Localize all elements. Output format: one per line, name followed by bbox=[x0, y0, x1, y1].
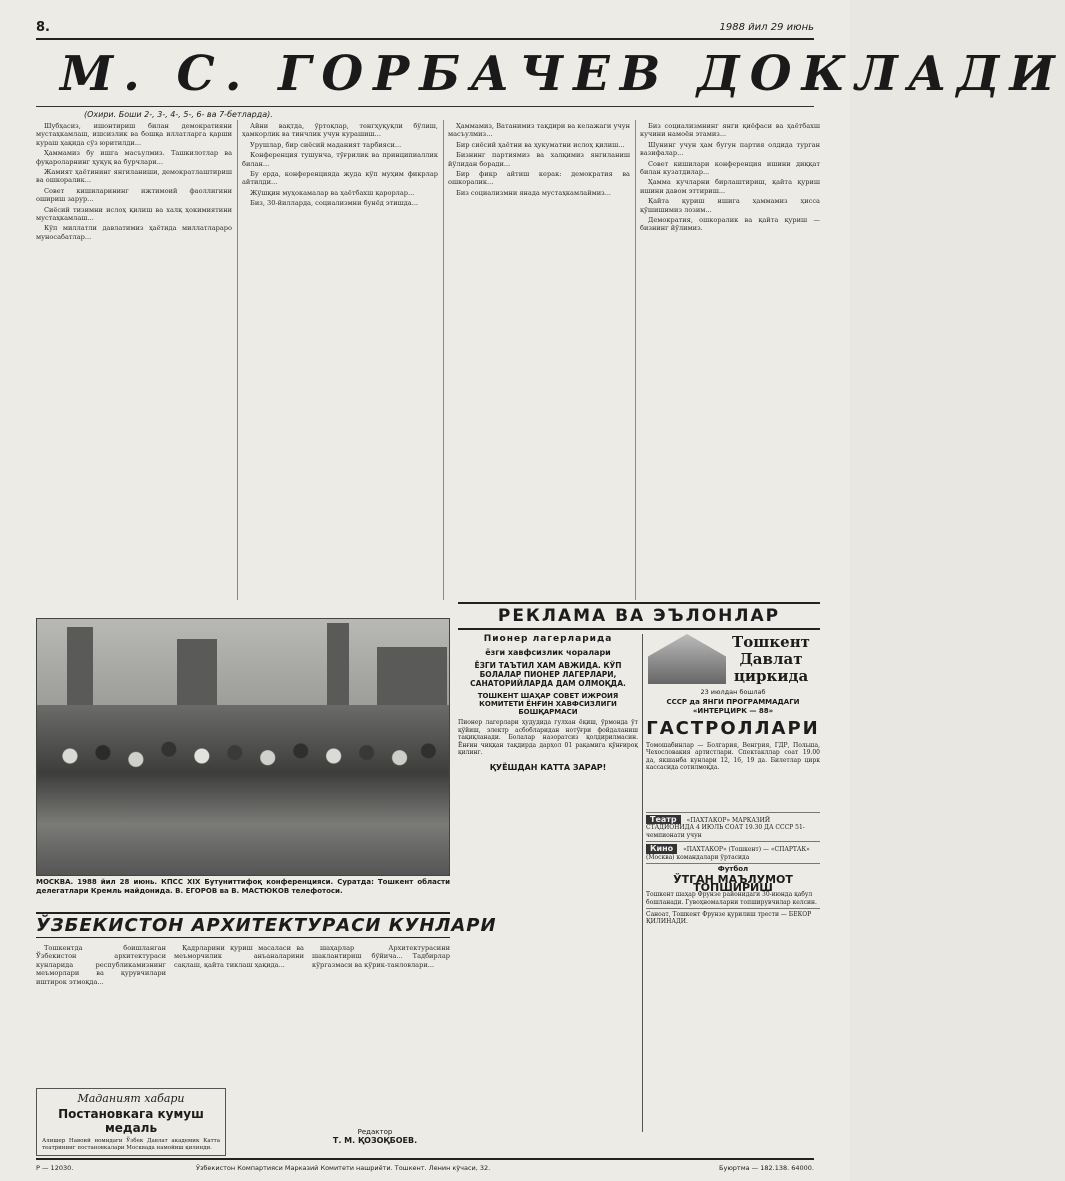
ad-subheading: ҚУЁШДАН КАТТА ЗАРАР! bbox=[489, 762, 607, 772]
paragraph: Қадрларини қуриш масаласи ва меъморчилик анъаналарини сақлаш, қайта тиклаш ҳақида... bbox=[174, 944, 304, 969]
article-column-3 bbox=[448, 122, 630, 600]
paragraph: Тошкентда боишланган Ўзбекистон архитектураси кунларида республикамизнинг меъморлари ва қурувчилари иштирок этмоқда... bbox=[36, 944, 166, 986]
column-divider bbox=[237, 120, 238, 600]
footer-code: Р — 12030. bbox=[36, 1164, 74, 1172]
theatre-label: Театр bbox=[646, 815, 681, 824]
paragraph: Биз социализмнинг янги қиёфаси ва ҳаётбахш кучини намоён этамиз... bbox=[640, 122, 820, 139]
paragraph: Жамият ҳаётининг янгиланиши, демократлаштириш ва ошкоралик... bbox=[36, 168, 232, 185]
paragraph: Ҳаммамиз, Ватанимиз тақдири ва келажаги учун масъулмиз... bbox=[448, 122, 630, 139]
listing-row bbox=[646, 841, 820, 861]
fire-safety-ad bbox=[458, 634, 638, 1134]
paragraph: Айни вақтда, ўртоқлар, тенгҳуқуқли бўлиш, ҳамкорлик ва тинчлик учун курашиш... bbox=[242, 122, 438, 139]
architecture-column-2 bbox=[174, 944, 304, 1084]
ads-header: РЕКЛАМА ВА ЭЪЛОНЛАР bbox=[458, 602, 820, 630]
page-number: 8. bbox=[36, 20, 50, 35]
listing-row bbox=[646, 863, 820, 906]
ad-body: Пионер лагерлари ҳудудида гулхан ёқиш, ўрмонда ўт қўйиш, электр асбобларидан нотўғри фойдаланиш тақиқланади. Болалар назоратсиз қолдирилмасин. Ёнғин чиққан тақдирда дарҳол 01 рақамига қўнғироқ қилинг. bbox=[458, 719, 638, 757]
delegates-photo bbox=[36, 618, 450, 876]
paragraph: Ҳаммамиз бу ишга масъулмиз. Ташкилотлар ва фуқароларнинг ҳуқуқ ва бурчлари... bbox=[36, 149, 232, 166]
listing-row bbox=[646, 812, 820, 839]
notice-heading: ЎТГАН МАЪЛУМОТ ТОПШИРИШ bbox=[673, 873, 793, 894]
circus-name: Тошкент Давлат циркида bbox=[732, 633, 810, 685]
architecture-section-title: ЎЗБЕКИСТОН АРХИТЕКТУРАСИ КУНЛАРИ bbox=[36, 912, 450, 938]
listings-column bbox=[646, 810, 820, 1132]
paragraph: шаҳарлар Архитектурасини шаклантириш бўйича... Тадбирлар кўргазмаси ва кўрик-танловлари... bbox=[312, 944, 450, 969]
circus-date: 23 июлдан бошлаб bbox=[700, 688, 766, 696]
paragraph: Демократия, ошкоралик ва қайта қуриш — бизнинг йўлимиз. bbox=[640, 216, 820, 233]
circus-program: СССР да ЯНГИ ПРОГРАММАДАГИ «ИНТЕРЦИРК — 88» bbox=[666, 698, 800, 715]
box-title: Постановкага кумуш медаль bbox=[58, 1107, 204, 1135]
paragraph: Кўп миллатли давлатимиз ҳаётида миллатлараро муносабатлар... bbox=[36, 224, 232, 241]
culture-news-box bbox=[36, 1088, 226, 1156]
column-divider bbox=[635, 120, 636, 600]
circus-tour-title: ГАСТРОЛЛАРИ bbox=[646, 718, 820, 739]
circus-details: Томошабинлар — Болгария, Венгрия, ГДР, Польша, Чехословакия артистлари. Спектакллар соат 19.00 да, якшанба кунлари 12, 16, 19 да. Билетлар цирк кассасида сотилмоқда. bbox=[646, 742, 820, 772]
main-headline: М. С. ГОРБАЧЕВ ДОКЛАДИ bbox=[60, 46, 1065, 102]
paragraph: Ҳамма кучларни бирлаштириш, қайта қуриш ишини давом эттириш... bbox=[640, 178, 820, 195]
delegates-crowd bbox=[37, 705, 449, 875]
article-column-4 bbox=[640, 122, 820, 600]
paragraph: Конференция тушунча, тўғрилик ва принципиаллик билан... bbox=[242, 151, 438, 168]
circus-ad bbox=[646, 634, 820, 806]
architecture-column-3 bbox=[312, 944, 450, 1124]
kremlin-building bbox=[377, 647, 447, 707]
architecture-column-1 bbox=[36, 944, 166, 1084]
paragraph: Бу ерда, конференцияда жуда кўп муҳим фикрлар айтилди... bbox=[242, 170, 438, 187]
photo-caption: МОСКВА. 1988 йил 28 июнь. КПСС ХIХ Бутуниттифоқ конференцияси. Суратда: Тошкент области делегатлари Кремль майдонида. В. ЕГОРОВ ва В. МАСТЮКОВ телефотоси. bbox=[36, 878, 450, 895]
footer-publisher: Ўзбекистон Компартияси Марказий Комитети нашриёти. Тошкент. Ленин кўчаси, 32. bbox=[196, 1164, 491, 1172]
article-column-1 bbox=[36, 122, 232, 600]
paragraph: Бир фикр айтиш керак: демократия ва ошкоралик... bbox=[448, 170, 630, 187]
cinema-label: Кино bbox=[646, 844, 677, 853]
editor-label: Редактор bbox=[357, 1128, 393, 1136]
ad-kicker: Пионер лагерларида bbox=[483, 634, 613, 644]
listing-text: «ПАХТАКОР» МАРКАЗИЙ СТАДИОНИДА 4 ИЮЛЬ СОАТ 19.30 ДА СССР 51-чемпионати учун bbox=[646, 817, 805, 839]
continuation-note: (Охири. Боши 2-, 3-, 4-, 5-, 6- ва 7-бетларда). bbox=[84, 110, 273, 119]
ad-issuer: ТОШКЕНТ ШАҲАР СОВЕТ ИЖРОИЯ КОМИТЕТИ ЁНҒИН ХАВФСИЗЛИГИ БОШҚАРМАСИ bbox=[477, 692, 619, 716]
ad-lead: ЁЗГИ ТАЪТИЛ ХАМ АВЖИДА. КЎП БОЛАЛАР ПИОНЕР ЛАГЕРЛАРИ, САНАТОРИЙЛАРДА ДАМ ОЛМОҚДА. bbox=[470, 661, 626, 688]
kremlin-building bbox=[177, 639, 217, 709]
box-kicker: Маданият хабари bbox=[77, 1092, 185, 1105]
paragraph: Сиёсий тизимни ислоҳ қилиш ва халқ ҳокимиятини мустаҳкамлаш... bbox=[36, 205, 232, 223]
top-rule bbox=[36, 38, 814, 40]
article-column-2 bbox=[242, 122, 438, 600]
football-heading: Футбол bbox=[717, 865, 749, 874]
paragraph: Совет кишилари конференция ишини диққат билан кузатдилар... bbox=[640, 159, 820, 177]
listing-text: Саноат, Тошкент Фрунзе қурилиш трести — БЕКОР ҚИЛИНАДИ. bbox=[646, 911, 812, 926]
page-footer bbox=[36, 1158, 814, 1176]
editor-name: Т. М. ҚОЗОҚБОЕВ. bbox=[332, 1136, 418, 1145]
box-text: Алишер Навоий номидаги Ўзбек Давлат академик Катта театрининг постановкалари Москвада намойиш қилинди. bbox=[42, 1138, 220, 1151]
paragraph: Қайта қуриш ишига ҳаммамиз ҳисса қўшишимиз лозим... bbox=[640, 197, 820, 214]
column-divider bbox=[443, 120, 444, 600]
paragraph: Жўшқин муҳокамалар ва ҳаётбахш қарорлар... bbox=[250, 188, 415, 197]
paragraph: Шубҳасиз, ишонтириш билан демократияни мустаҳкамлаш, ишсизлик ва бошқа иллатларга қарши кураш ҳақида сўз юритилди... bbox=[36, 122, 232, 147]
circus-tent-icon bbox=[648, 634, 726, 684]
footer-order: Буюртма — 182.138. 64000. bbox=[719, 1164, 814, 1172]
paragraph: Шунинг учун ҳам бугун партия олдида турган вазифалар... bbox=[640, 140, 820, 158]
listing-text: Тошкент шаҳар Фрунзе районидаги 30-июнда қабул бошланади. Гувоҳномаларни топширувчилар келсин. bbox=[646, 891, 817, 906]
paragraph: Бир сиёсий ҳаётни ва ҳукуматни ислоҳ қилиш... bbox=[456, 140, 625, 149]
listing-row bbox=[646, 908, 820, 926]
paragraph: Совет кишиларининг ижтимоий фаоллигини ошириш зарур... bbox=[36, 186, 232, 204]
ad-divider bbox=[642, 634, 643, 1132]
listing-text: «ПАХТАКОР» (Тошкент) — «СПАРТАК» (Москва) командалари ўртасида bbox=[646, 846, 810, 861]
paragraph: Биз социализмни янада мустаҳкамлаймиз... bbox=[456, 188, 612, 197]
paragraph: Урушлар, бир сиёсий маданият тарбияси... bbox=[250, 140, 402, 149]
headline-rule bbox=[36, 106, 814, 107]
editor-signature bbox=[300, 1128, 450, 1145]
kremlin-tower bbox=[67, 627, 93, 717]
issue-date: 1988 йил 29 июнь bbox=[719, 22, 814, 33]
header-strip bbox=[36, 20, 814, 38]
paragraph: Бизнинг партиямиз ва халқимиз янгиланиш йўлидан боради... bbox=[448, 151, 630, 168]
paragraph: Биз, 30-йилларда, социализмни бунёд этишда... bbox=[250, 199, 419, 208]
ad-title: ёзги хавфсизлик чоралари bbox=[485, 648, 611, 657]
